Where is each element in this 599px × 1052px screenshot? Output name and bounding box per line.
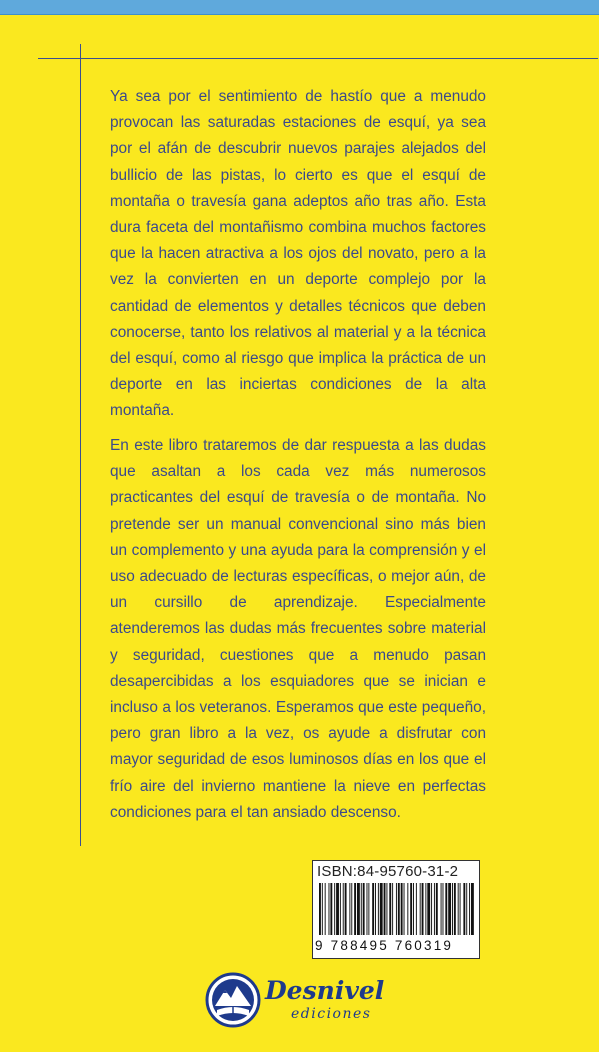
barcode-bar xyxy=(354,883,356,935)
barcode-bar xyxy=(319,883,321,935)
barcode-bar xyxy=(357,883,360,935)
barcode-bar xyxy=(407,883,408,935)
barcode-bar xyxy=(413,883,414,935)
barcode-bar xyxy=(367,883,368,935)
barcode-bar xyxy=(441,883,442,935)
barcode-bar xyxy=(404,883,405,935)
blurb-paragraph-2: En este libro trataremos de dar respuesta a las dudas que asaltan a los cada vez más numerosos practicantes del esquí de travesía o de montaña. No pretende ser un manual convencional sino más bien un complemento y una ayuda para la comprensión y el uso adecuado de lecturas específicas, o mejor aún, de un cursillo de aprendizaje. Especialmente atenderemos las dudas más frecuentes sobre material y seguridad, cuestiones que a menudo pasan desapercibidas a los esquiadores que se inician e incluso a los veteranos. Esperamos que este pequeño, pero gran libro a la vez, os ayude a disfrutar con mayor seguridad de esos luminosos días en los que el frío aire del invierno mantiene la nieve en perfectas condiciones para el tan ansiado descenso. xyxy=(110,437,486,821)
vertical-rule xyxy=(80,44,81,846)
barcode-bar xyxy=(389,883,391,935)
isbn-number: ISBN:84-95760-31-2 xyxy=(317,863,459,880)
barcode-bar xyxy=(368,883,369,935)
barcode-bar xyxy=(469,883,470,935)
barcode-bar xyxy=(422,883,424,935)
publisher-name: Desnivel xyxy=(265,976,385,1005)
barcode-icon xyxy=(317,883,477,937)
barcode-bar xyxy=(372,883,374,935)
barcode-bar xyxy=(427,883,430,935)
barcode-bar xyxy=(460,883,461,935)
barcode-bar xyxy=(445,883,447,935)
publisher-subtitle: ediciones xyxy=(291,1006,372,1022)
barcode-bar xyxy=(361,883,362,935)
barcode-bar xyxy=(322,883,323,935)
barcode-bar xyxy=(336,883,339,935)
barcode-bar xyxy=(448,883,451,935)
barcode-bar xyxy=(363,883,365,935)
barcode-bar xyxy=(443,883,444,935)
barcode-bar xyxy=(471,883,474,935)
barcode-bar xyxy=(384,883,386,935)
barcode-bar xyxy=(380,883,383,935)
barcode-bar xyxy=(386,883,387,935)
barcode-bar xyxy=(392,883,393,935)
barcode-bar xyxy=(463,883,465,935)
top-band xyxy=(0,0,599,15)
barcode-bar xyxy=(401,883,403,935)
barcode-bar xyxy=(398,883,400,935)
barcode-bar xyxy=(436,883,438,935)
barcode-bar xyxy=(434,883,435,935)
barcode-bar xyxy=(345,883,347,935)
barcode-bar xyxy=(378,883,379,935)
barcode-bar xyxy=(431,883,432,935)
barcode-bar xyxy=(349,883,350,935)
blurb-paragraph-1: Ya sea por el sentimiento de hastío que a menudo provocan las saturadas estaciones de esquí, ya sea por el afán de descubrir nuevos parajes alejados del bullicio de las pistas, lo cierto es que el esquí de montaña o travesía gana adeptos año tras año. Esta dura faceta del montañismo combina muchos factores que la hacen atractiva a los ojos del novato, pero a la vez la convierten en un deporte complejo por la cantidad de elementos y detalles técnicos que deben conocerse, tanto los relativos al material y a la técnica del esquí, como al riesgo que implica la práctica de un deporte en las inciertas condiciones de la alta montaña. xyxy=(110,88,486,420)
barcode-bar xyxy=(351,883,352,935)
barcode-bar xyxy=(454,883,456,935)
barcode-bar xyxy=(375,883,376,935)
barcode-bar xyxy=(334,883,335,935)
barcode-bar xyxy=(410,883,412,935)
barcode-bar xyxy=(416,883,417,935)
mountain-book-icon xyxy=(205,972,261,1028)
barcode-bar xyxy=(340,883,341,935)
horizontal-rule xyxy=(38,58,598,59)
barcode-bar xyxy=(343,883,344,935)
barcode-bar xyxy=(329,883,330,935)
publisher-logo xyxy=(205,970,405,1030)
barcode-bar xyxy=(330,883,332,935)
isbn-barcode-box xyxy=(312,860,480,959)
barcode-bar xyxy=(396,883,397,935)
barcode-bar xyxy=(466,883,467,935)
barcode-bar xyxy=(420,883,421,935)
barcode-digits: 9 788495 760319 xyxy=(315,938,454,953)
barcode-bar xyxy=(425,883,426,935)
barcode-bar xyxy=(325,883,326,935)
barcode-bar xyxy=(452,883,453,935)
barcode-bar xyxy=(458,883,459,935)
